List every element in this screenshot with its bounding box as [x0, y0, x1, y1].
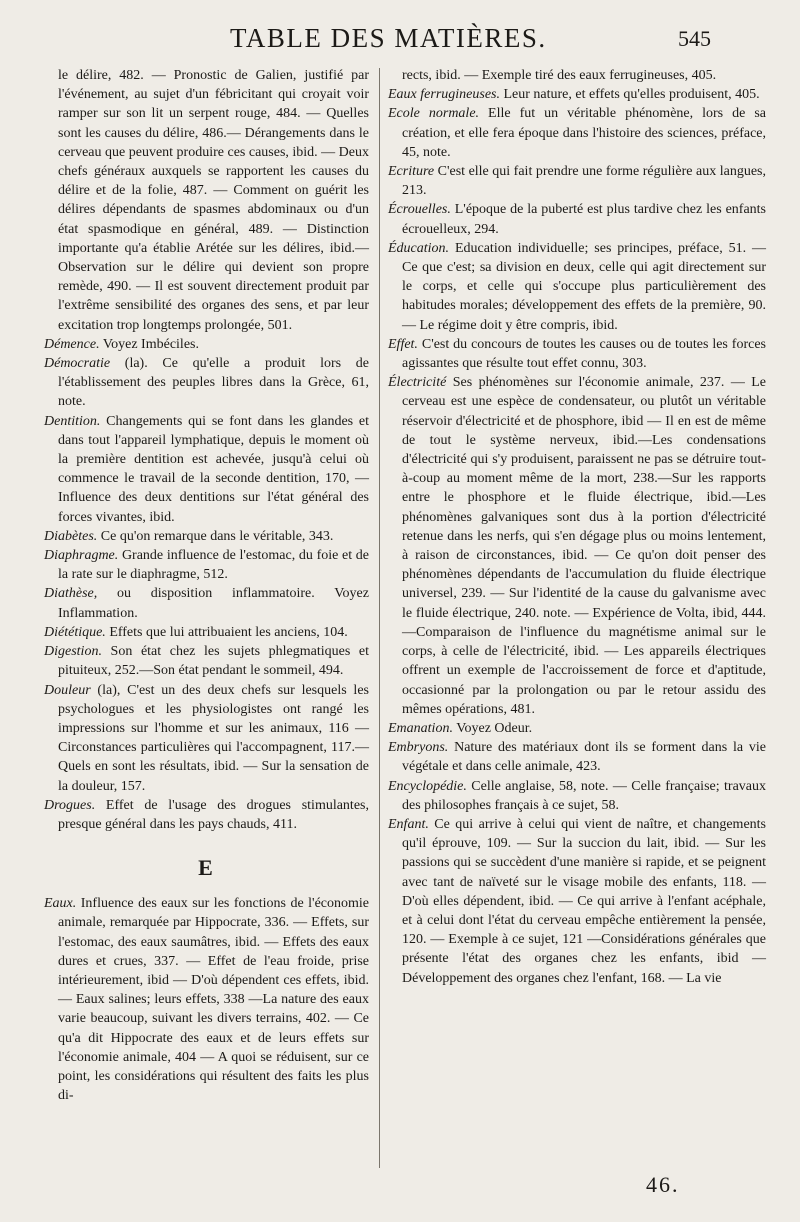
entry-headword: Diathèse, [44, 586, 98, 602]
running-title: TABLE DES MATIÈRES. [230, 23, 547, 53]
index-entry [388, 85, 766, 104]
entry-text: (la). Ce qu'elle a produit lors de l'établissement des peuples libres dans la Grèce, 61, note. [58, 356, 369, 410]
index-entry [388, 373, 766, 719]
entry-text: Effets que lui attribuaient les anciens, 104. [105, 624, 348, 640]
entry-headword: Ecriture [388, 164, 435, 180]
index-entry [388, 815, 766, 988]
entry-text: L'époque de la puberté est plus tardive chez les enfants écrouelleux, 294. [402, 202, 766, 237]
entry-headword: Démence. [44, 336, 100, 352]
page-number: 545 [678, 26, 711, 51]
index-entry [44, 623, 369, 642]
entry-text: Grande influence de l'estomac, du foie et de la rate sur le diaphragme, 512. [58, 548, 369, 583]
entry-headword: Enfant. [388, 816, 429, 832]
index-entry [44, 642, 369, 680]
entry-text: Celle anglaise, 58, note. — Celle française; travaux des philosophes français à ce sujet, 58. [402, 778, 766, 813]
entry-headword: Diabètes. [44, 528, 98, 544]
entry-text: Leur nature, et effets qu'elles produisent, 405. [499, 87, 760, 103]
entry-text: Ses phénomènes sur l'économie animale, 237. — Le cerveau est une espèce de condensateur, ou plutôt un véritable réservoir d'électricité et de phosphore, ibid — Il en est de même de tout le système nerveux, ibid.—Les condensations d'électricité qui s'y produisent, paraissent ne pas se détruire tout-à-coup au moment même de la mort, 238.—Sur les rapports entre le phosphore et le fluide électrique, ibid.—Les phénomènes galvaniques sont dus à la portion d'électricité retenue dans les nerfs, qui s'en dégage plus ou moins lentement, à raison de circonstances, ibid. — Ce qu'on doit penser des phénomènes dépendants de l'accumulation du fluide électrique universel, 239. — Sur l'identité de la cause du galvanisme avec le fluide électrique, 240. note. — Expérience de Volta, ibid, 444.—Comparaison de l'influence du magnétisme animal sur le corps, à celle de l'électricité, ibid. — Les appareils électriques offrent un exemple de l'accroissement de force et d'aptitude, occasionné par la prolongation ou par le retour assidu des mêmes opérations, 481. [402, 375, 766, 717]
entry-headword: Embryons. [388, 740, 449, 756]
entry-headword: Dentition. [44, 413, 101, 429]
entry-text: Voyez Imbéciles. [99, 336, 199, 352]
entry-text: rects, ibid. — Exemple tiré des eaux ferrugineuses, 405. [402, 68, 717, 83]
signature-mark: 46. [646, 1172, 680, 1197]
index-entry [44, 584, 369, 622]
index-entry [44, 354, 369, 412]
entry-headword: Éducation. [388, 240, 450, 256]
left-column [44, 66, 369, 1105]
entry-headword: Emanation. [388, 720, 453, 736]
entry-text: Ce qui arrive à celui qui vient de naître, et changements qu'il éprouve, 109. — Sur la succion du lait, ibid. — Sur les passions qui se succèdent d'une manière si rapide, et se peignent avec tant de naïveté sur le visage mobile des enfants, 118. — D'où elles dépendent, ibid. — Ce qui arrive à l'enfant acéphale, et à celui dont l'état du cerveau empêche entièrement la pensée, 120. — Exemple à ce sujet, 121 —Considérations générales que présente l'état des organes chez les enfants, ibid — Développement des organes chez l'enfant, 168. — La vie [402, 816, 766, 986]
index-entry [44, 66, 369, 335]
index-entry [44, 894, 369, 1105]
index-entry [388, 200, 766, 238]
index-entry [44, 527, 369, 546]
index-entry [388, 335, 766, 373]
entry-text: Voyez Odeur. [452, 720, 533, 736]
index-entry [388, 104, 766, 162]
section-letter: E [198, 855, 215, 881]
entry-headword: Douleur [44, 682, 91, 698]
column-divider [379, 68, 380, 1168]
entry-headword: Diaphragme. [44, 548, 119, 564]
entry-text: Effet de l'usage des drogues stimulantes, presque général dans les pays chauds, 411. [58, 797, 369, 832]
entry-text: ou disposition inflammatoire. Voyez Inflammation. [58, 586, 369, 621]
right-column [388, 66, 766, 988]
index-entry [388, 66, 766, 85]
entry-text: Son état chez les sujets phlegmatiques et pituiteux, 252.—Son état pendant le sommeil, 494. [58, 644, 369, 679]
index-entry [388, 162, 766, 200]
index-entry [388, 738, 766, 776]
entry-headword: Drogues. [44, 797, 96, 813]
entry-headword: Encyclopédie. [388, 778, 467, 794]
index-entry [44, 412, 369, 527]
entry-text: Influence des eaux sur les fonctions de l'économie animale, remarquée par Hippocrate, 336. — Effets, sur l'estomac, des eaux saumâtres, ibid. — Effets des eaux dures et crues, 337. — Effet de l'eau froide, prise intérieurement, ibid — D'où dépendent ces effets, ibid. — Eaux salines; leurs effets, 338 —La nature des eaux varie beaucoup, suivant les divers terrains, 402. — Ce qu'a dit Hippocrate des eaux et de leurs effets sur l'économie animale, 404 — A quoi se réduisent, sur ce point, les considérations qui résultent des faits les plus di- [58, 896, 369, 1104]
entry-text: Ce qu'on remarque dans le véritable, 343. [97, 528, 334, 544]
entry-headword: Écrouelles. [388, 202, 451, 218]
index-entry [388, 719, 766, 738]
index-entry [44, 335, 369, 354]
index-entry [44, 546, 369, 584]
entry-text: le délire, 482. — Pronostic de Galien, justifié par l'événement, au sujet d'un fébricitant qui croyait voir ramper sur son lit un serpent rouge, 484. — Quelles sont les causes du délire, 486.— Dérangements dans le cerveau que peuvent produire ces causes, ibid. — Deux chefs généraux auxquels se rapportent les causes du délire et de la folie, 487. — Comment on guérit les délires dépendants de spasmes abdominaux ou d'un état spasmodique en général, 489. — Distinction importante qu'a établie Arétée sur les délires, ibid.— Observation sur le délire qui devient son propre remède, 490. — Il est souvent directement produit par l'extrême sensibilité des organes des sens, et par leur excitation trop longtemps prolongée, 501. [58, 68, 369, 333]
entry-text: Elle fut un véritable phénomène, lors de sa création, et elle fera époque dans l'histoire des sciences, préface, 45, note. [402, 106, 766, 160]
entry-headword: Diététique. [44, 624, 106, 640]
entry-text: (la), C'est un des deux chefs sur lesquels les psychologues et les physiologistes ont rangé les impressions sur l'homme et sur les animaux, 116 — Circonstances particulières qui l'accompagnent, 117.—Quels en sont les résultats, ibid. — Sur la sensation de la douleur, 157. [58, 682, 369, 794]
entry-headword: Démocratie [44, 356, 111, 372]
index-entry [44, 681, 369, 796]
entry-headword: Eaux. [44, 896, 77, 912]
entry-text: Education individuelle; ses principes, préface, 51. — Ce que c'est; sa division en deux, celle qui agit directement sur le corps, et celle qui s'occupe plus particulièrement des habitudes morales; développement des effets de la première, 90. — Le régime doit y être compris, ibid. [402, 240, 766, 333]
entry-headword: Effet. [388, 336, 418, 352]
index-entry [388, 239, 766, 335]
page-header [0, 22, 800, 58]
entry-headword: Ecole normale. [388, 106, 480, 122]
entry-text: C'est elle qui fait prendre une forme régulière aux langues, 213. [402, 164, 766, 199]
index-entry [44, 796, 369, 834]
entry-text: Changements qui se font dans les glandes et dans tout l'appareil lymphatique, depuis le moment où la première dentition est achevée, jusqu'à celui où commence le travail de la seconde dentition, 170, — Influence des deux dentitions sur l'état général des forces vivantes, ibid. [58, 413, 369, 525]
entry-headword: Eaux ferrugineuses. [388, 87, 500, 103]
entry-headword: Digestion. [44, 644, 102, 660]
entry-headword: Électricité [388, 375, 447, 391]
index-entry [388, 777, 766, 815]
entry-text: C'est du concours de toutes les causes ou de toutes les forces agissantes que résulte tout effet connu, 303. [402, 336, 766, 372]
entry-text: Nature des matériaux dont ils se forment dans la vie végétale et dans celle animale, 423. [402, 740, 766, 775]
